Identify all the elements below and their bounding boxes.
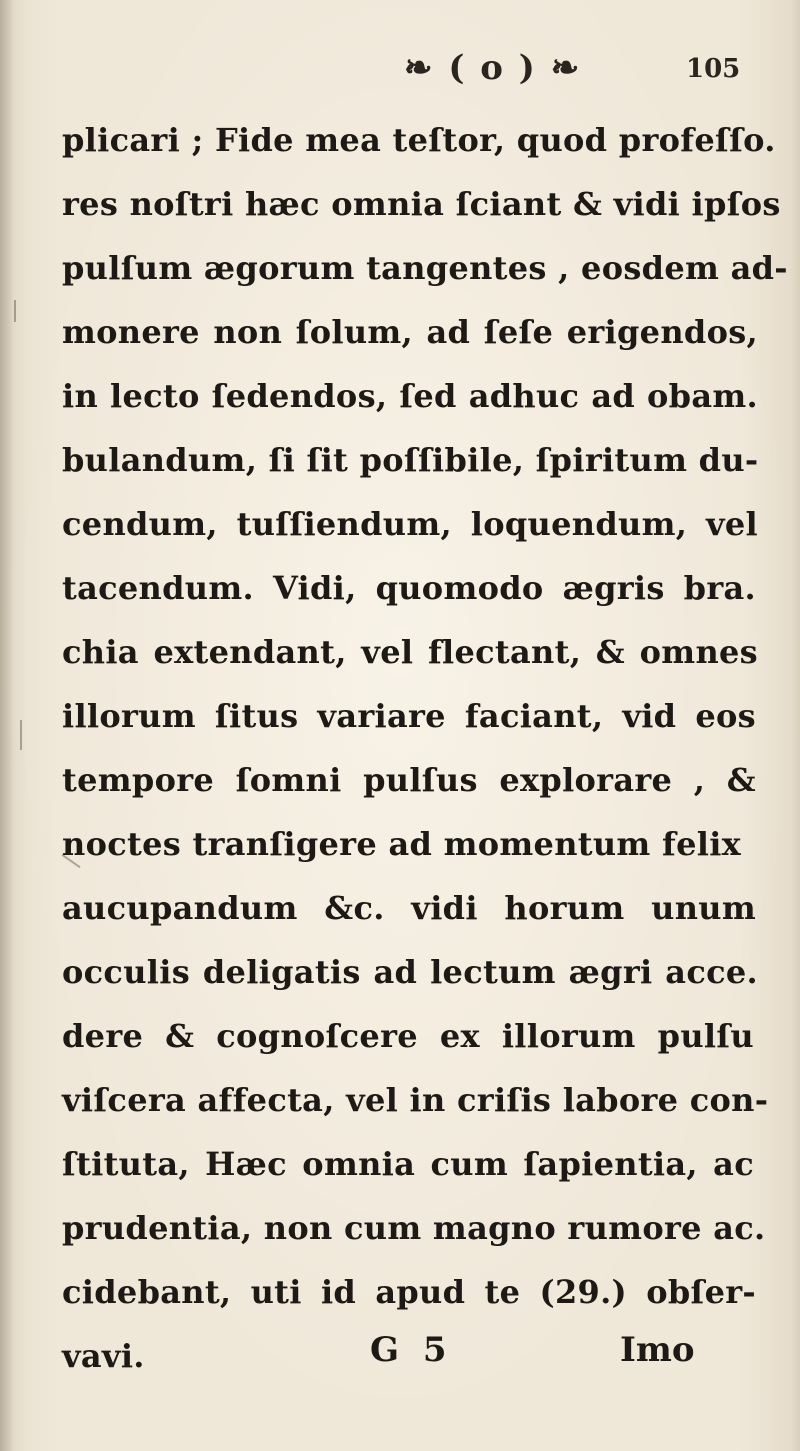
signature-mark: G 5 (370, 1330, 453, 1370)
text-line: in lecto ſedendos, ſed adhuc ad obam. (62, 377, 758, 415)
text-line: vavi. (62, 1337, 145, 1375)
page-header (0, 40, 800, 100)
page-number: 105 (686, 54, 741, 84)
text-line: bulandum, ſi ſit poſſibile, ſpiritum du- (62, 441, 759, 479)
text-line: cendum, tuſſiendum, loquendum, vel (62, 505, 758, 543)
text-line: occulis deligatis ad lectum ægri acce. (62, 953, 758, 991)
text-line: chia extendant, vel flectant, & omnes (62, 633, 758, 671)
text-line: res noſtri hæc omnia ſciant & vidi ipſos (62, 185, 781, 223)
text-line: monere non ſolum, ad ſeſe erigendos, (62, 313, 758, 351)
catchword: Imo (620, 1330, 695, 1370)
text-line: tacendum. Vidi, quomodo ægris bra. (62, 569, 756, 607)
text-line: plicari ; Fide mea teſtor, quod profeſſo. (62, 121, 776, 159)
text-line: cidebant, uti id apud te (29.) obſer- (62, 1273, 756, 1311)
text-line: prudentia, non cum magno rumore ac. (62, 1209, 766, 1247)
page-edge-shadow (0, 0, 14, 1451)
text-line: tempore ſomni pulſus explorare , & (62, 761, 756, 799)
text-line: dere & cognoſcere ex illorum pulſu (62, 1017, 754, 1055)
text-line: pulſum ægorum tangentes , eosdem ad- (62, 249, 788, 287)
text-line: aucupandum &c. vidi horum unum (62, 889, 756, 927)
running-head: ❧ ( o ) ❧ (404, 48, 582, 88)
text-line: illorum ſitus variare faciant, vid eos (62, 697, 756, 735)
text-line: viſcera affecta, vel in criſis labore con- (62, 1081, 769, 1119)
page-footer (0, 1330, 800, 1380)
text-line: noctes tranſigere ad momentum felix (62, 825, 742, 863)
text-line: ſtituta, Hæc omnia cum ſapientia, ac (62, 1145, 754, 1183)
margin-mark (14, 300, 16, 322)
margin-mark (20, 720, 22, 750)
